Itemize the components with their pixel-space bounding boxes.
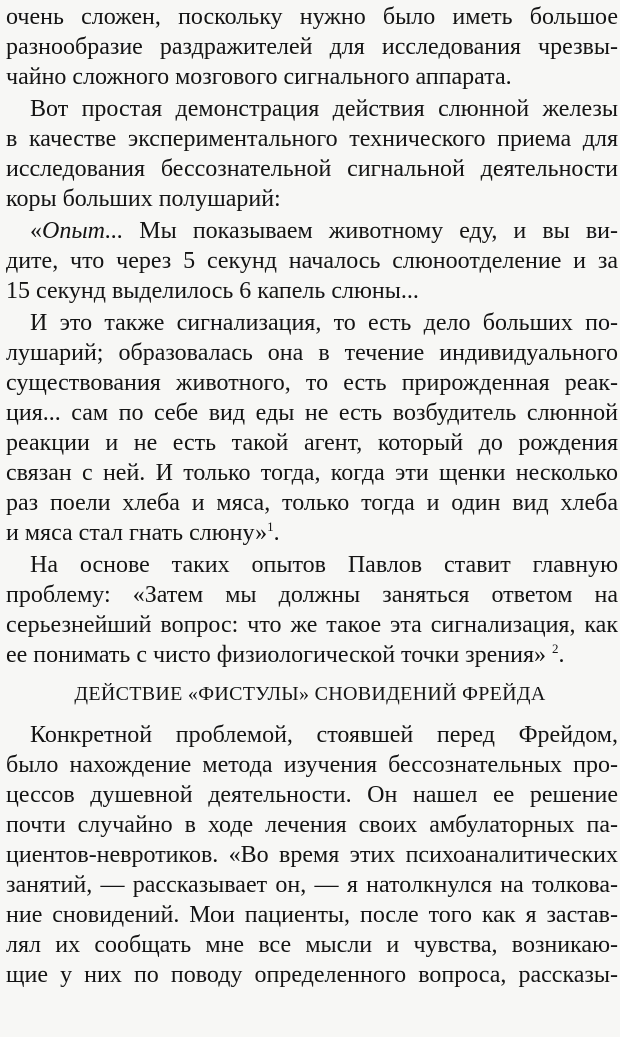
- text-fragment: и мяса стал гнать слюну»: [6, 520, 268, 546]
- text-line: цессов душевной деятельности. Он нашел ее решение: [6, 782, 618, 808]
- text-fragment: Мы показываем животному еду, и вы ви-: [139, 218, 619, 244]
- text-line: лушарий; образовалась она в течение индивидуального: [6, 340, 618, 366]
- footnote-ref: 2: [552, 641, 559, 656]
- text-line: в качестве экспериментального технического приема для: [6, 126, 618, 152]
- text-line: почти случайно в ходе лечения своих амбулаторных па-: [6, 812, 618, 838]
- text-line: ция... сам по себе вид еды не есть возбудитель слюнной: [6, 400, 618, 426]
- text-line: раз поели хлеба и мяса, только тогда и один вид хлеба: [6, 490, 618, 516]
- text-line: очень сложен, поскольку нужно было иметь большое: [6, 4, 618, 30]
- text-line: занятий, — рассказывает он, — я натолкнулся на толкова-: [6, 872, 618, 898]
- text-line: реакции и не есть такой агент, который до рождения: [6, 430, 618, 456]
- opening-quote: «: [30, 218, 42, 244]
- section-heading: ДЕЙСТВИЕ «ФИСТУЛЫ» СНОВИДЕНИЙ ФРЕЙДА: [74, 683, 546, 705]
- text-line: исследования бессознательной сигнальной деятельности: [6, 156, 618, 182]
- text-line: разнообразие раздражителей для исследования чрезвы-: [6, 34, 618, 60]
- text-line: коры больших полушарий:: [6, 186, 281, 212]
- text-line: ние сновидений. Мои пациенты, после того как я застав-: [6, 902, 618, 928]
- text-line: ее понимать с чисто физиологической точки зрения» $^2$.: [6, 641, 565, 668]
- text-fragment: ее понимать с чисто физиологической точки зрения»: [6, 642, 547, 668]
- text-line: 15 секунд выделилось 6 капель слюны...: [6, 278, 419, 304]
- opyt-word: Опыт...: [42, 218, 124, 244]
- text-line: чайно сложного мозгового сигнального аппарата.: [6, 64, 512, 90]
- text-line: На основе таких опытов Павлов ставит главную: [30, 552, 618, 578]
- text-line: проблему: «Затем мы должны заняться ответом на: [6, 582, 618, 608]
- text-line: циентов-невротиков. «Во время этих психоаналитических: [6, 842, 618, 868]
- text-line: связан с ней. И только тогда, когда эти щенки несколько: [6, 460, 618, 486]
- text-line: было нахождение метода изучения бессознательных про-: [6, 752, 618, 778]
- text-line: Конкретной проблемой, стоявшей перед Фрейдом,: [30, 722, 618, 748]
- text-line: серьезнейший вопрос: что же такое эта сигнализация, как: [6, 612, 618, 638]
- footnote-ref: 1: [267, 519, 274, 534]
- text-line: и мяса стал гнать слюну»$^1$.: [6, 519, 280, 546]
- text-line: И это также сигнализация, то есть дело больших по-: [30, 310, 618, 336]
- text-line: щие у них по поводу определенного вопроса, рассказы-: [6, 962, 618, 988]
- text-line: Вот простая демонстрация действия слюнной железы: [30, 96, 618, 122]
- text-line: [30, 216, 618, 246]
- text-line: дите, что через 5 секунд началось слюноотделение и за: [6, 248, 618, 274]
- text-line: существования животного, то есть прирожденная реак-: [6, 370, 618, 396]
- text-line: лял их сообщать мне все мысли и чувства, возникаю-: [6, 932, 618, 958]
